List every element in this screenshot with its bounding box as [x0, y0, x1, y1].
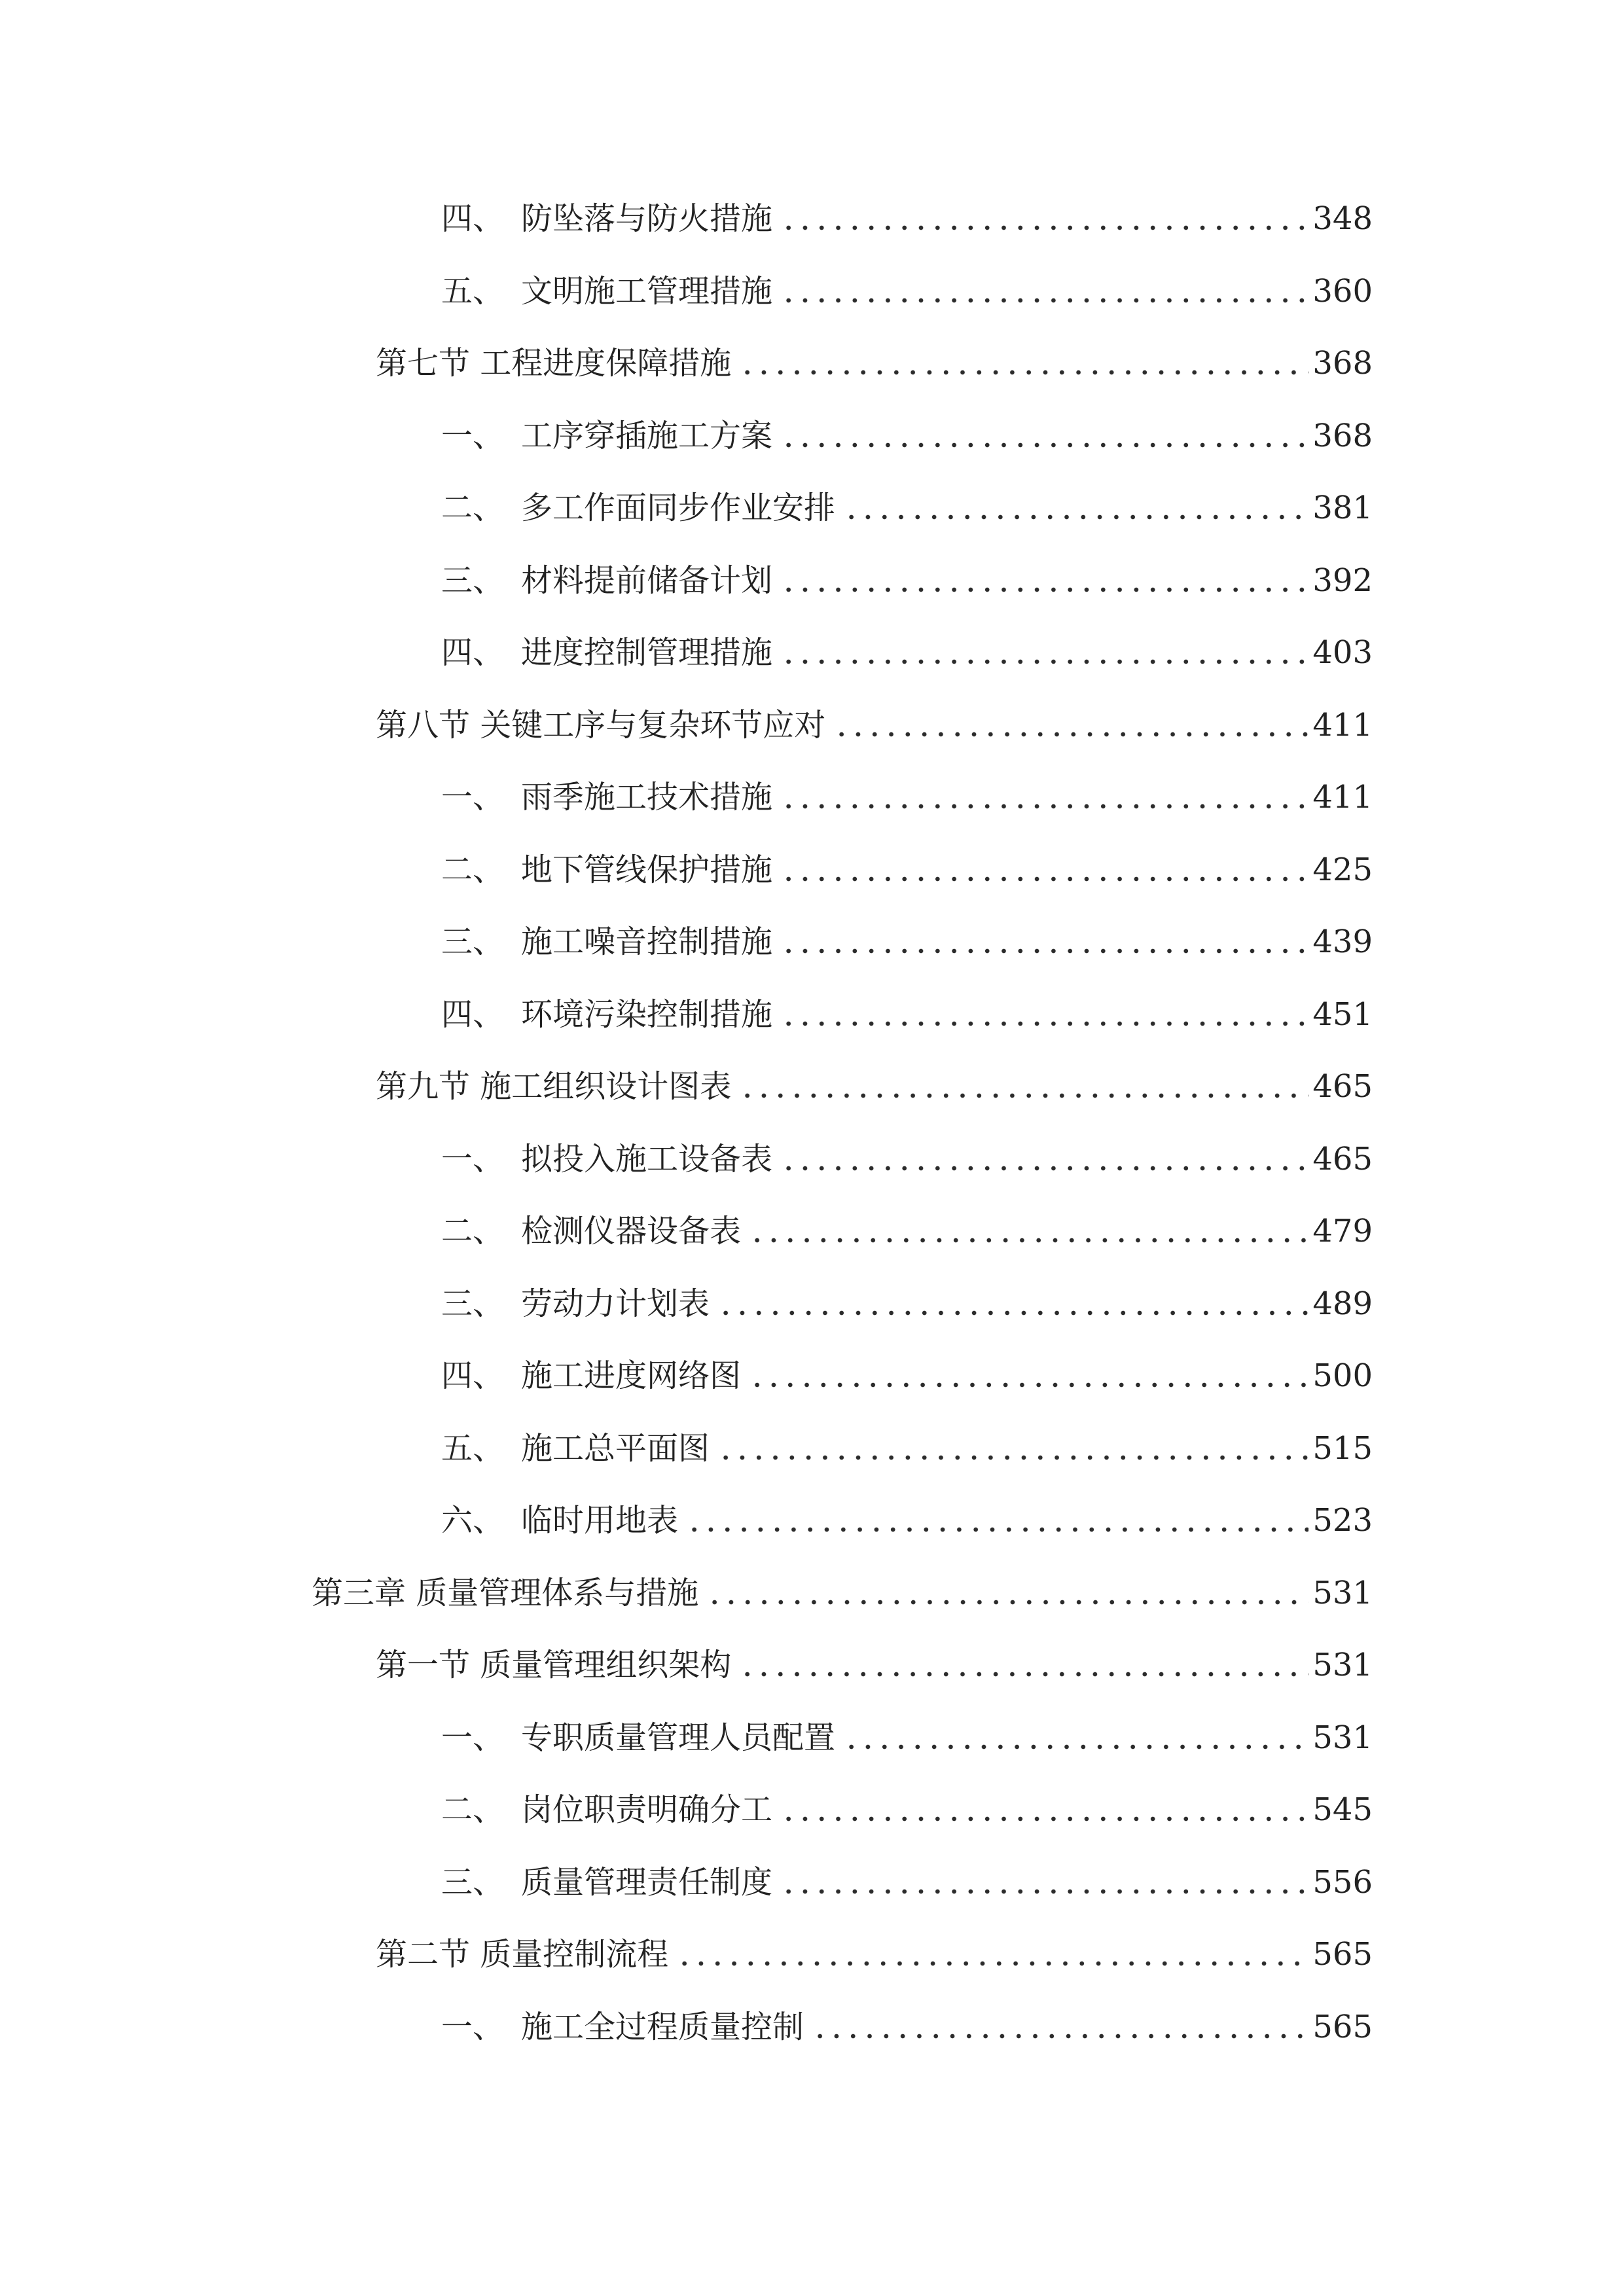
toc-entry-marker: 三、 [441, 562, 505, 599]
dot-leader [843, 514, 1310, 520]
toc-entry-page-number: 392 [1308, 554, 1373, 607]
toc-entry-marker: 一、 [441, 1140, 505, 1177]
toc-entry[interactable] [0, 1350, 1624, 1402]
toc-entry-marker: 一、 [441, 779, 505, 816]
toc-entry-page-number: 381 [1308, 482, 1373, 534]
toc-entry-title: 施工噪音控制措施 [521, 916, 776, 968]
toc-entry-title: 第七节 工程进度保障措施 [376, 337, 735, 389]
toc-entry-page-number: 403 [1308, 626, 1373, 679]
dot-leader [780, 442, 1310, 448]
toc-entry-marker: 三、 [441, 1863, 505, 1901]
toc-entry[interactable] [0, 1494, 1624, 1547]
toc-entry-page-number: 411 [1308, 771, 1373, 823]
toc-entry-title: 第三章 质量管理体系与措施 [312, 1567, 702, 1619]
toc-entry[interactable] [0, 1060, 1624, 1113]
toc-entry-page-number: 545 [1308, 1784, 1373, 1836]
toc-entry-title: 专职质量管理人员配置 [521, 1712, 839, 1764]
toc-entry[interactable] [0, 844, 1624, 896]
toc-entry-page-number: 368 [1308, 410, 1373, 462]
toc-entry-page-number: 531 [1308, 1567, 1373, 1619]
toc-entry-page-number: 348 [1308, 192, 1373, 245]
toc-entry-title: 第八节 关键工序与复杂环节应对 [376, 699, 829, 751]
dot-leader [780, 876, 1310, 882]
toc-entry-marker: 五、 [441, 1429, 505, 1467]
toc-entry-page-number: 500 [1308, 1350, 1373, 1402]
dot-leader [749, 1382, 1310, 1388]
toc-entry-marker: 一、 [441, 2008, 505, 2045]
toc-entry-marker: 三、 [441, 924, 505, 960]
toc-entry[interactable] [0, 916, 1624, 968]
toc-entry-marker: 五、 [441, 272, 505, 310]
toc-entry-title: 防坠落与防火措施 [521, 192, 776, 245]
toc-entry-page-number: 368 [1308, 337, 1373, 389]
toc-entry[interactable] [0, 410, 1624, 462]
toc-entry-page-number: 565 [1308, 1928, 1373, 1981]
dot-leader [780, 804, 1310, 809]
toc-entry[interactable] [0, 988, 1624, 1041]
toc-entry-title: 第一节 质量管理组织架构 [376, 1639, 735, 1691]
toc-entry[interactable] [0, 554, 1624, 607]
dot-leader [780, 298, 1310, 303]
toc-entry[interactable] [0, 1205, 1624, 1257]
toc-entry-marker: 二、 [441, 1791, 505, 1828]
dot-leader [780, 1816, 1310, 1821]
dot-leader [780, 659, 1310, 664]
dot-leader [717, 1455, 1310, 1460]
toc-entry-title: 环境污染控制措施 [521, 988, 776, 1041]
toc-entry-title: 检测仪器设备表 [521, 1205, 745, 1257]
dot-leader [780, 1166, 1310, 1171]
toc-entry[interactable] [0, 1133, 1624, 1185]
toc-entry[interactable] [0, 1567, 1624, 1619]
dot-leader [780, 948, 1310, 954]
toc-entry-title: 施工全过程质量控制 [521, 2001, 808, 2053]
toc-entry[interactable] [0, 771, 1624, 823]
toc-entry-marker: 六、 [441, 1502, 505, 1539]
toc-entry-page-number: 360 [1308, 265, 1373, 317]
toc-entry-title: 第九节 施工组织设计图表 [376, 1060, 735, 1113]
toc-entry[interactable] [0, 626, 1624, 679]
toc-entry[interactable] [0, 482, 1624, 534]
dot-leader [717, 1310, 1310, 1316]
toc-entry-title: 拟投入施工设备表 [521, 1133, 776, 1185]
dot-leader [843, 1744, 1310, 1749]
dot-leader [706, 1600, 1310, 1605]
toc-entry-page-number: 523 [1308, 1494, 1373, 1547]
toc-entry-title: 临时用地表 [521, 1494, 682, 1547]
toc-entry-title: 施工总平面图 [521, 1422, 713, 1475]
toc-entry-marker: 三、 [441, 1285, 505, 1322]
toc-entry-marker: 四、 [441, 996, 505, 1033]
toc-entry-title: 劳动力计划表 [521, 1278, 713, 1330]
toc-entry-title: 进度控制管理措施 [521, 626, 776, 679]
toc-entry-title: 工序穿插施工方案 [521, 410, 776, 462]
toc-entry-marker: 二、 [441, 1213, 505, 1249]
toc-entry[interactable] [0, 265, 1624, 317]
toc-entry-title: 第二节 质量控制流程 [376, 1928, 672, 1981]
toc-entry[interactable] [0, 1639, 1624, 1691]
toc-entry[interactable] [0, 699, 1624, 751]
dot-leader [780, 1021, 1310, 1026]
toc-entry-title: 材料提前储备计划 [521, 554, 776, 607]
toc-entry-marker: 四、 [441, 1357, 505, 1394]
toc-entry[interactable] [0, 337, 1624, 389]
dot-leader [780, 225, 1310, 230]
toc-entry-marker: 一、 [441, 1719, 505, 1756]
dot-leader [676, 1961, 1310, 1966]
toc-entry-marker: 四、 [441, 200, 505, 237]
toc-entry-page-number: 531 [1308, 1712, 1373, 1764]
dot-leader [739, 1672, 1310, 1677]
toc-entry-page-number: 479 [1308, 1205, 1373, 1257]
toc-entry-page-number: 465 [1308, 1133, 1373, 1185]
toc-entry[interactable] [0, 1422, 1624, 1475]
toc-entry[interactable] [0, 1712, 1624, 1764]
toc-entry-marker: 二、 [441, 490, 505, 526]
dot-leader [780, 1889, 1310, 1894]
dot-leader [686, 1527, 1310, 1532]
dot-leader [780, 587, 1310, 592]
toc-entry-title: 施工进度网络图 [521, 1350, 745, 1402]
toc-entry-page-number: 411 [1308, 699, 1373, 751]
toc-entry[interactable] [0, 1928, 1624, 1981]
dot-leader [749, 1238, 1310, 1243]
toc-entry-title: 文明施工管理措施 [521, 265, 776, 317]
toc-entry-title: 多工作面同步作业安排 [521, 482, 839, 534]
dot-leader [739, 1093, 1310, 1098]
toc-entry-marker: 四、 [441, 634, 505, 671]
toc-entry-title: 质量管理责任制度 [521, 1856, 776, 1909]
toc-entry-page-number: 515 [1308, 1422, 1373, 1475]
dot-leader [739, 370, 1310, 375]
toc-entry[interactable] [0, 192, 1624, 245]
toc-entry[interactable] [0, 1856, 1624, 1909]
toc-entry-title: 雨季施工技术措施 [521, 771, 776, 823]
toc-entry-page-number: 565 [1308, 2001, 1373, 2053]
toc-entry-page-number: 465 [1308, 1060, 1373, 1113]
toc-entry[interactable] [0, 2001, 1624, 2053]
toc-entry-marker: 二、 [441, 851, 505, 888]
toc-entry-title: 地下管线保护措施 [521, 844, 776, 896]
toc-entry[interactable] [0, 1278, 1624, 1330]
toc-entry-marker: 一、 [441, 417, 505, 454]
toc-entry-page-number: 439 [1308, 916, 1373, 968]
toc-entry-page-number: 531 [1308, 1639, 1373, 1691]
toc-entry-page-number: 556 [1308, 1856, 1373, 1909]
toc-entry[interactable] [0, 1784, 1624, 1836]
toc-entry-page-number: 489 [1308, 1278, 1373, 1330]
toc-entry-title: 岗位职责明确分工 [521, 1784, 776, 1836]
dot-leader [812, 2034, 1310, 2039]
toc-entry-page-number: 451 [1308, 988, 1373, 1041]
dot-leader [833, 732, 1310, 737]
toc-entry-page-number: 425 [1308, 844, 1373, 896]
